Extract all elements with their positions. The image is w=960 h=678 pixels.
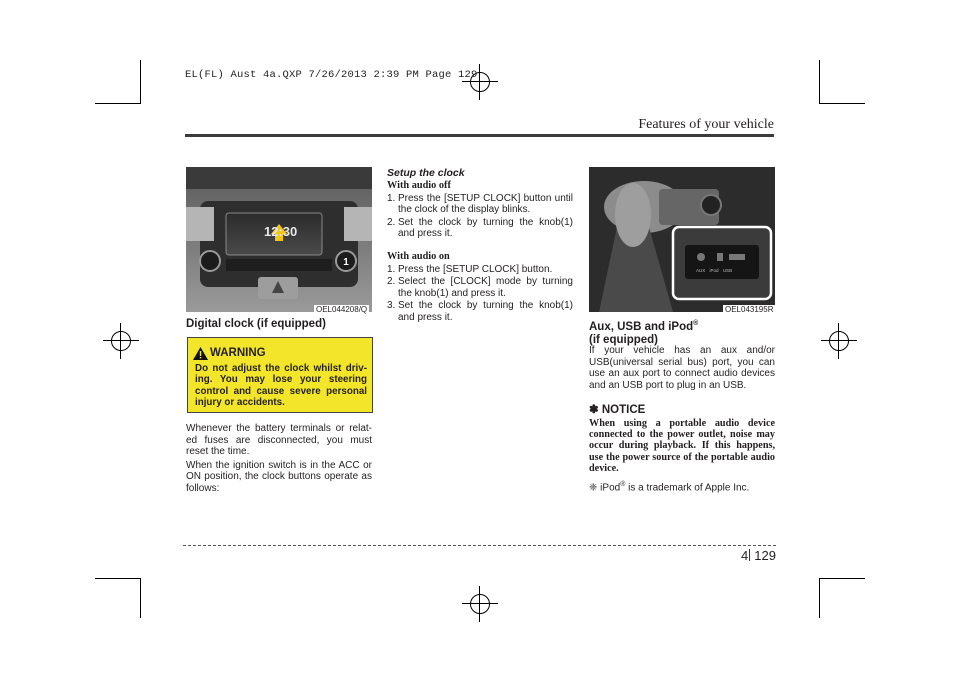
port-label-ipod: iPod [709, 268, 719, 273]
footer-dashed-rule [183, 545, 776, 546]
crop-mark [819, 578, 820, 618]
clock-display-time: 12:30 [264, 224, 298, 239]
list-item: 2. Set the clock by turning the knob(1) and press it. [387, 216, 573, 240]
notice-title: ✽ NOTICE [589, 404, 646, 416]
list-item: 1. Press the [SETUP CLOCK] button until the clock of the display blinks. [387, 192, 573, 216]
registration-mark-icon [462, 586, 498, 622]
subheading-audio-on: With audio on [387, 250, 450, 262]
section-title-setup-clock: Setup the clock [387, 167, 465, 179]
aux-text: If your vehicle has an aux and/or USB(universal serial bus) port, you can use an aux port to connect audio devices and an USB port to plug in an USB. [589, 345, 775, 391]
notice-symbol-icon: ✽ [589, 404, 599, 416]
header-rule [185, 134, 774, 137]
svg-text:1: 1 [343, 257, 349, 268]
paragraph: When the ignition switch is in the ACC or ON position, the clock buttons operate as follows: [186, 459, 372, 494]
section-title-digital-clock: Digital clock (if equipped) [186, 318, 326, 330]
port-labels [696, 268, 732, 273]
crop-mark [820, 103, 865, 104]
registration-mark-icon [103, 323, 139, 359]
subheading-audio-off: With audio off [387, 180, 451, 191]
crop-mark [95, 103, 140, 104]
head-unit-photo [186, 167, 372, 312]
digital-clock-text [186, 423, 372, 497]
figure-code: OEL044208/Q [316, 305, 368, 314]
crop-mark [95, 578, 140, 579]
port-label-aux: AUX [696, 268, 706, 273]
figure-code: OEL043195R [725, 305, 774, 314]
warning-triangle-icon [193, 347, 208, 360]
crop-mark [140, 60, 141, 104]
page-number: 4 129 [741, 548, 776, 563]
print-slug: EL(FL) Aust 4a.QXP 7/26/2013 2:39 PM Page 129 [185, 69, 478, 81]
list-item: 3. Set the clock by turning the knob(1) and press it. [387, 300, 573, 323]
warning-title: WARNING [210, 347, 266, 359]
port-label-usb: USB [722, 268, 733, 273]
warning-box [187, 337, 373, 413]
list-item: 1. Press the [SETUP CLOCK] button. [387, 263, 553, 275]
section-title-aux-usb-ipod: Aux, USB and iPod® (if equipped) [589, 320, 699, 346]
aux-usb-photo [589, 167, 775, 312]
crop-mark [820, 578, 865, 579]
crop-mark [819, 60, 820, 104]
trademark-symbol-icon: ❈ [589, 482, 598, 494]
crop-mark [140, 578, 141, 618]
page-number-divider [749, 549, 750, 561]
registration-mark-icon [821, 323, 857, 359]
running-header: Features of your vehicle [638, 117, 774, 132]
paragraph: Whenever the battery terminals or relat-ed fuses are disconnected, you must reset the time. [186, 423, 372, 458]
setup-clock-text [387, 180, 573, 325]
trademark-note: ❈ iPod® is a trademark of Apple Inc. [589, 481, 750, 494]
list-item: 2. Select the [CLOCK] mode by turning the knob(1) and press it. [387, 276, 573, 299]
notice-text: When using a portable audio device connected to the power outlet, noise may occur during playback. If this happens, use the power source of the portable audio device. [589, 418, 775, 474]
warning-text: Do not adjust the clock whilst driv-ing. You may lose your steering control and cause severe personal injury or accidents. [195, 363, 367, 408]
